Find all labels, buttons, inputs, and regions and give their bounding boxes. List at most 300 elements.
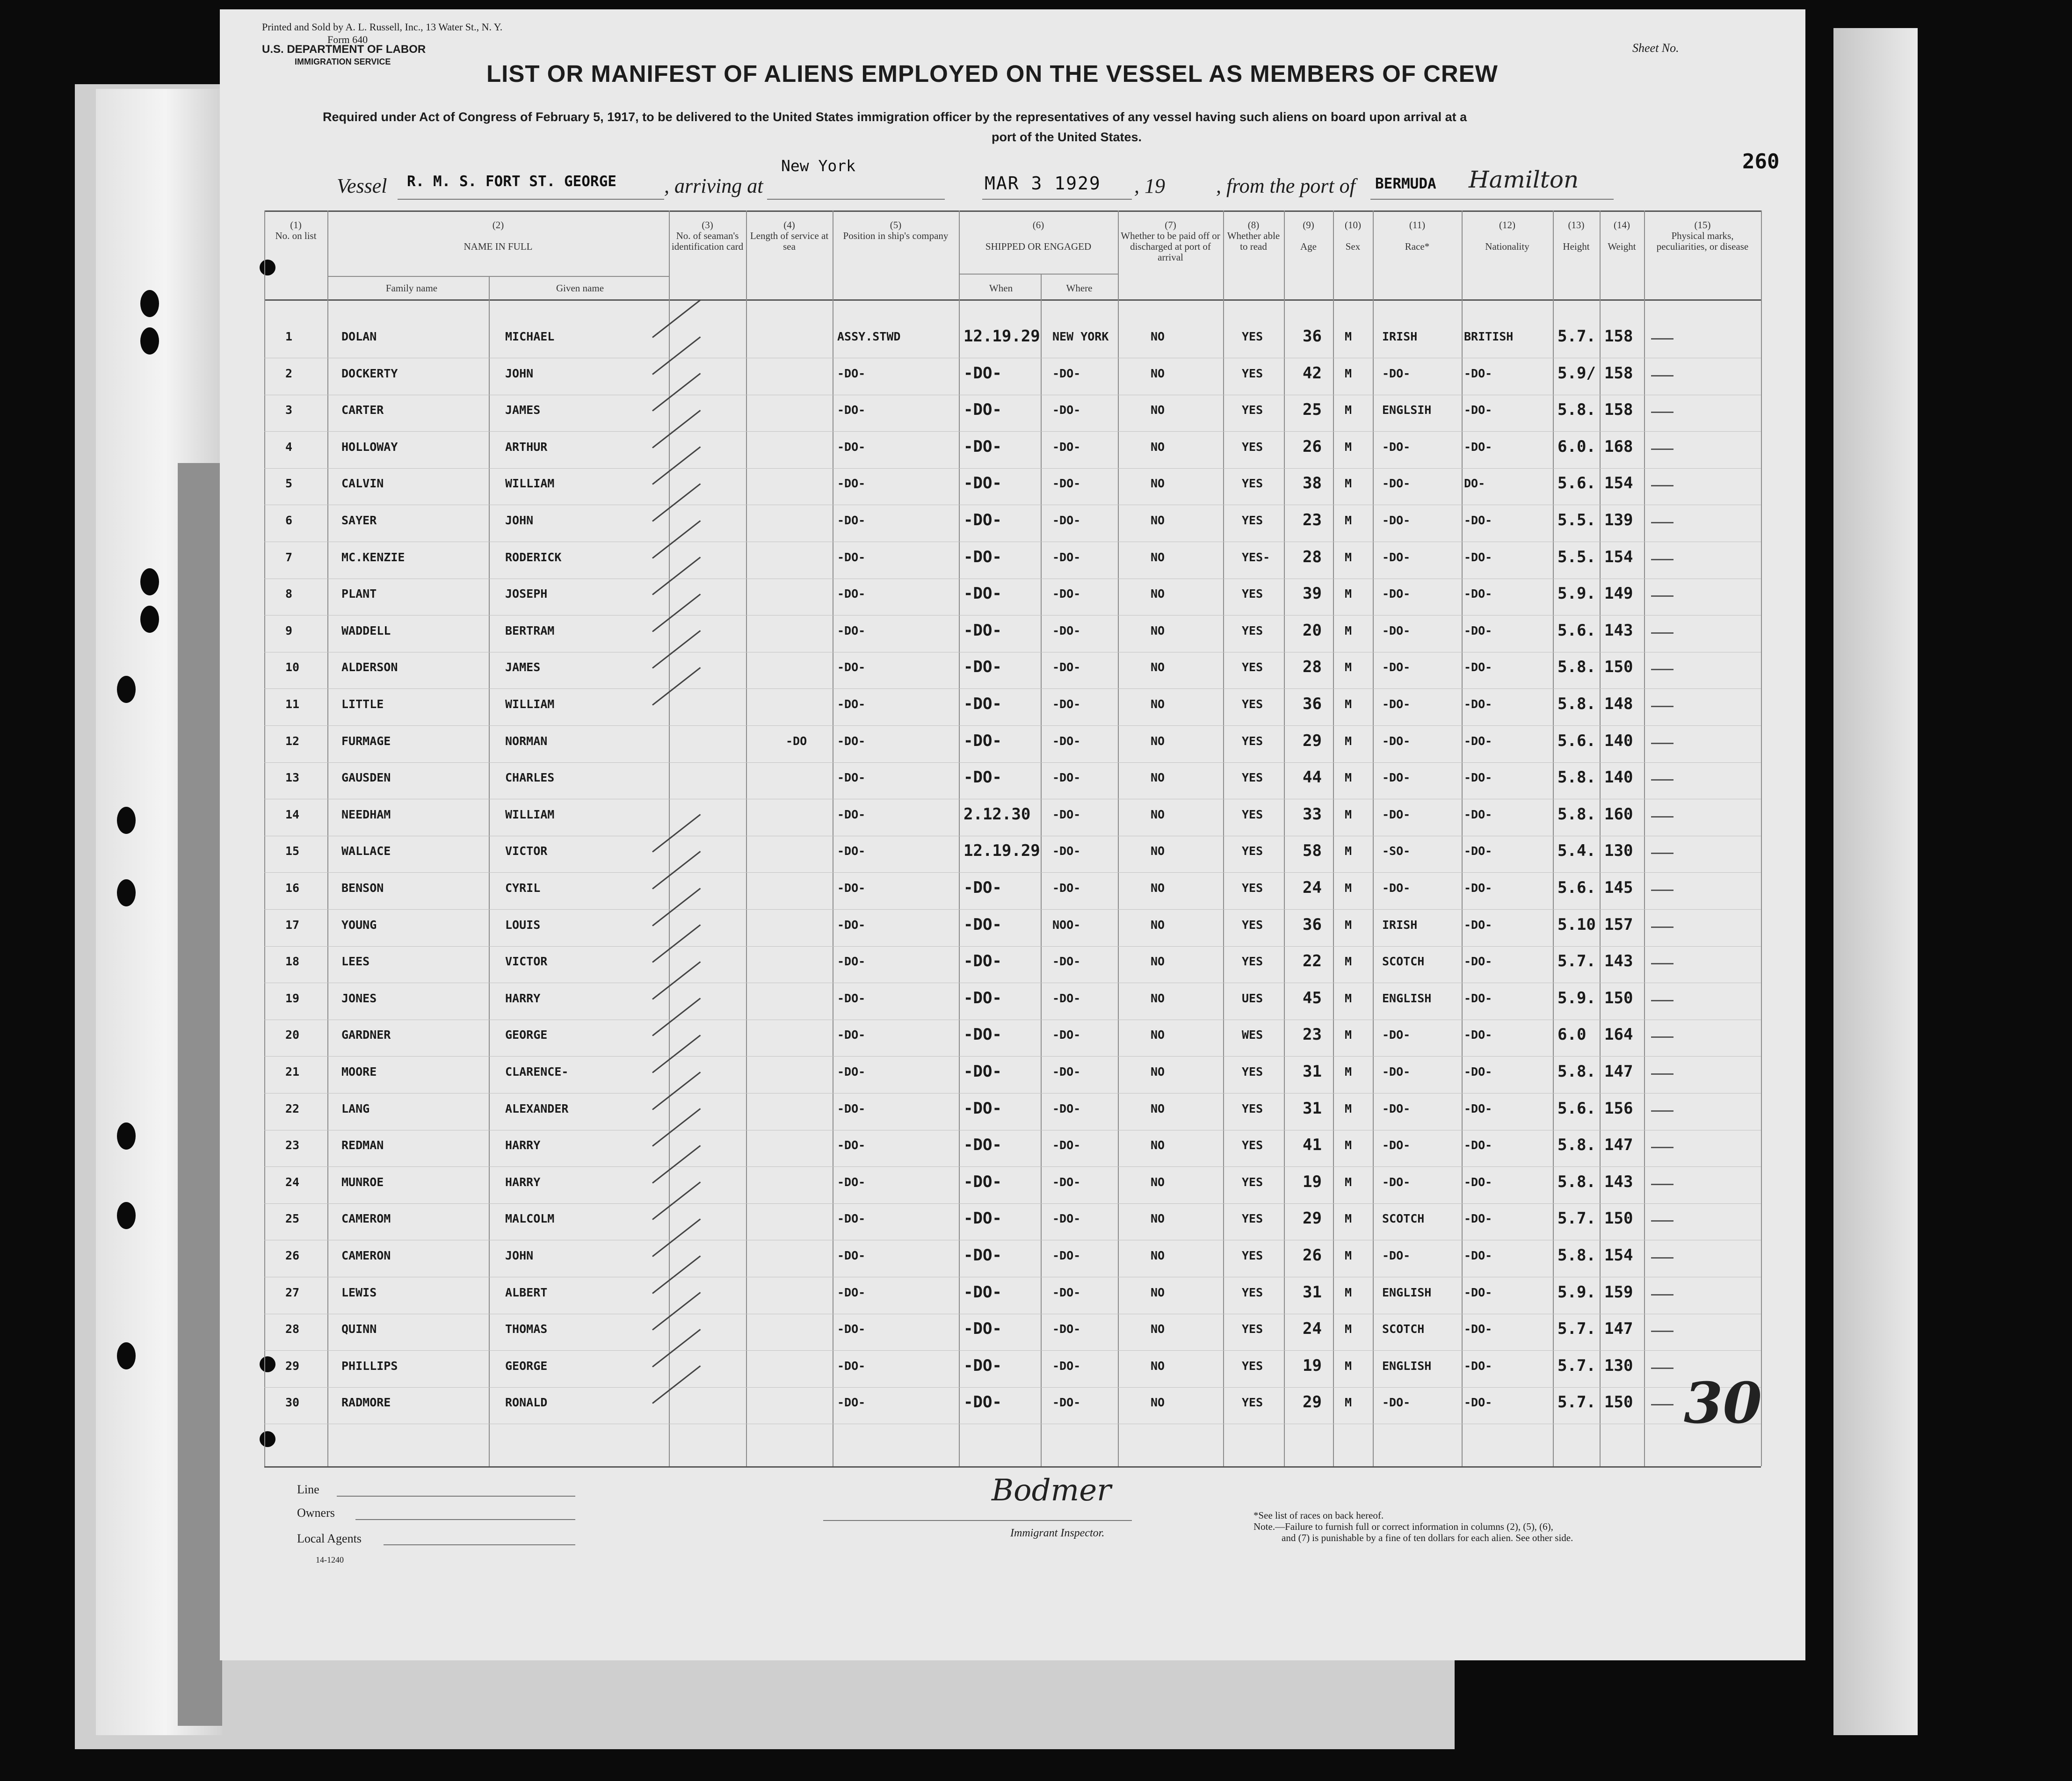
footer-form-code: 14-1240 — [316, 1555, 344, 1564]
cell-sex: M — [1345, 623, 1352, 637]
column-divider — [1373, 210, 1374, 1466]
cell-row-number: 9 — [285, 623, 293, 637]
cell-shipped-when: -DO- — [964, 1099, 1002, 1118]
cell-height: 5.7. — [1558, 1393, 1596, 1412]
cell-age: 19 — [1303, 1172, 1322, 1191]
cell-shipped-where: -DO- — [1052, 1249, 1081, 1262]
cell-row-number: 28 — [285, 1322, 300, 1336]
cell-shipped-when: -DO- — [964, 474, 1002, 493]
cell-weight: 154 — [1604, 547, 1633, 566]
cell-family-name: MUNROE — [341, 1175, 384, 1189]
physical-marks-dash — [1651, 1331, 1674, 1332]
cell-weight: 150 — [1604, 1393, 1633, 1412]
cell-height: 5.9. — [1558, 988, 1596, 1007]
cell-shipped-when: -DO- — [964, 1172, 1002, 1191]
arrival-date: MAR 3 1929 — [985, 173, 1101, 194]
cell-family-name: CALVIN — [341, 477, 384, 491]
cell-age: 36 — [1303, 915, 1322, 934]
cell-weight: 148 — [1604, 695, 1633, 713]
cell-paid-off: NO — [1151, 550, 1165, 564]
name-subheader-rule — [327, 276, 669, 277]
cell-given-name: JAMES — [505, 660, 541, 674]
cell-weight: 145 — [1604, 878, 1633, 897]
cell-paid-off: NO — [1151, 1065, 1165, 1079]
cell-paid-off: NO — [1151, 660, 1165, 674]
physical-marks-dash — [1651, 1184, 1674, 1185]
physical-marks-dash — [1651, 632, 1674, 634]
cell-race: -DO- — [1382, 366, 1411, 380]
cell-position-in-company: -DO- — [837, 881, 866, 895]
cell-given-name: THOMAS — [505, 1322, 548, 1336]
cell-able-to-read: YES — [1242, 771, 1263, 785]
cell-weight: 159 — [1604, 1282, 1633, 1302]
cell-shipped-where: -DO- — [1052, 1359, 1081, 1373]
cell-shipped-when: -DO- — [964, 878, 1002, 897]
cell-position-in-company: -DO- — [837, 1322, 866, 1336]
inspector-signature-line — [823, 1520, 1132, 1521]
cell-shipped-when: -DO- — [964, 768, 1002, 787]
table-row — [264, 1166, 1761, 1167]
cell-position-in-company: -DO- — [837, 660, 866, 674]
cell-family-name: NEEDHAM — [341, 807, 391, 821]
cell-given-name: BERTRAM — [505, 623, 555, 637]
cell-height: 5.6. — [1558, 474, 1596, 493]
cell-able-to-read: YES — [1242, 587, 1263, 601]
subheader-given-name: Given name — [556, 282, 604, 294]
cell-family-name: HOLLOWAY — [341, 440, 398, 454]
cell-race: IRISH — [1382, 330, 1418, 343]
cell-family-name: LEES — [341, 955, 370, 969]
cell-row-number: 20 — [285, 1028, 300, 1042]
cell-weight: 156 — [1604, 1099, 1633, 1118]
physical-marks-dash — [1651, 412, 1674, 413]
cell-row-number: 14 — [285, 807, 300, 821]
cell-shipped-when: -DO- — [964, 1356, 1002, 1375]
physical-marks-dash — [1651, 1000, 1674, 1001]
cell-position-in-company: -DO- — [837, 477, 866, 491]
cell-weight: 154 — [1604, 1246, 1633, 1265]
cell-weight: 143 — [1604, 621, 1633, 640]
owners-field — [355, 1519, 575, 1520]
physical-marks-dash — [1651, 779, 1674, 781]
table-row — [264, 725, 1761, 726]
cell-given-name: LOUIS — [505, 918, 541, 932]
cell-sex: M — [1345, 1028, 1352, 1042]
cell-shipped-when: -DO- — [964, 1393, 1002, 1412]
penalty-note-line1: Note.—Failure to furnish full or correct information in columns (2), (5), (6), — [1253, 1521, 1553, 1532]
cell-sex: M — [1345, 1249, 1352, 1262]
arrival-port: New York — [781, 157, 855, 175]
cell-height: 5.8. — [1558, 1136, 1596, 1155]
cell-sex: M — [1345, 844, 1352, 858]
vessel-label: Vessel — [337, 174, 387, 197]
cell-able-to-read: YES — [1242, 697, 1263, 711]
cell-nationality: -DO- — [1464, 918, 1492, 932]
cell-age: 28 — [1303, 658, 1322, 677]
cell-nationality: -DO- — [1464, 1028, 1492, 1042]
table-row — [264, 1387, 1761, 1388]
column-header-id-card: (3) No. of seaman's identification card — [671, 219, 744, 252]
cell-row-number: 12 — [285, 734, 300, 748]
cell-able-to-read: YES — [1242, 1359, 1263, 1373]
cell-age: 31 — [1303, 1062, 1322, 1081]
binding-hole — [117, 1342, 136, 1369]
cell-height: 5.7. — [1558, 952, 1596, 971]
cell-nationality: DO- — [1464, 477, 1485, 491]
cell-weight: 147 — [1604, 1319, 1633, 1339]
vessel-underline — [398, 199, 664, 200]
cell-age: 24 — [1303, 878, 1322, 897]
cell-given-name: JAMES — [505, 403, 541, 417]
cell-able-to-read: YES — [1242, 330, 1263, 343]
cell-shipped-where: -DO- — [1052, 697, 1081, 711]
cell-age: 36 — [1303, 695, 1322, 713]
cell-sex: M — [1345, 1101, 1352, 1115]
column-header-position: (5) Position in ship's company — [843, 219, 949, 241]
cell-shipped-where: -DO- — [1052, 807, 1081, 821]
table-row — [264, 872, 1761, 873]
cell-height: 5.5. — [1558, 511, 1596, 529]
cell-nationality: -DO- — [1464, 1359, 1492, 1373]
cell-given-name: NORMAN — [505, 734, 548, 748]
cell-sex: M — [1345, 477, 1352, 491]
cell-height: 5.7. — [1558, 1319, 1596, 1339]
cell-height: 5.9/ — [1558, 363, 1596, 383]
cell-given-name: WILLIAM — [505, 807, 555, 821]
cell-age: 29 — [1303, 731, 1322, 750]
physical-marks-dash — [1651, 1110, 1674, 1112]
line-field — [337, 1496, 575, 1497]
cell-age: 20 — [1303, 621, 1322, 640]
cell-position-in-company: -DO- — [837, 955, 866, 969]
cell-able-to-read: YES — [1242, 881, 1263, 895]
cell-shipped-where: NEW YORK — [1052, 330, 1109, 343]
year-label: , 19 — [1134, 174, 1165, 197]
cell-shipped-where: -DO- — [1052, 514, 1081, 527]
cell-row-number: 8 — [285, 587, 293, 601]
cell-paid-off: NO — [1151, 403, 1165, 417]
cell-nationality: -DO- — [1464, 1138, 1492, 1152]
cell-row-number: 2 — [285, 366, 293, 380]
cell-race: -DO- — [1382, 550, 1411, 564]
physical-marks-dash — [1651, 559, 1674, 560]
cell-able-to-read: YES — [1242, 623, 1263, 637]
column-divider — [1284, 210, 1285, 1466]
cell-family-name: PHILLIPS — [341, 1359, 398, 1373]
cell-shipped-when: -DO- — [964, 363, 1002, 383]
printer-credit: Printed and Sold by A. L. Russell, Inc., 13 Water St., N. Y. — [262, 21, 503, 33]
cell-shipped-when: 12.19.29 — [964, 841, 1040, 861]
cell-able-to-read: YES — [1242, 477, 1263, 491]
cell-height: 5.8. — [1558, 768, 1596, 787]
cell-shipped-when: -DO- — [964, 695, 1002, 713]
cell-age: 24 — [1303, 1319, 1322, 1339]
cell-paid-off: NO — [1151, 1249, 1165, 1262]
cell-position-in-company: -DO- — [837, 807, 866, 821]
physical-marks-dash — [1651, 1220, 1674, 1222]
date-underline — [982, 199, 1132, 200]
cell-sex: M — [1345, 550, 1352, 564]
binding-hole — [117, 1202, 136, 1229]
cell-height: 5.8. — [1558, 1172, 1596, 1191]
cell-sex: M — [1345, 807, 1352, 821]
right-edge-strip — [1833, 28, 1918, 1735]
cell-position-in-company: -DO- — [837, 587, 866, 601]
binding-hole — [117, 807, 136, 834]
page-number: 260 — [1742, 150, 1780, 174]
cell-sex: M — [1345, 587, 1352, 601]
cell-nationality: -DO- — [1464, 550, 1492, 564]
cell-position-in-company: -DO- — [837, 771, 866, 785]
cell-weight: 147 — [1604, 1136, 1633, 1155]
cell-paid-off: NO — [1151, 771, 1165, 785]
page-title: LIST OR MANIFEST OF ALIENS EMPLOYED ON THE VESSEL AS MEMBERS OF CREW — [486, 60, 1498, 87]
cell-shipped-when: -DO- — [964, 511, 1002, 529]
table-row — [264, 1350, 1761, 1351]
cell-nationality: -DO- — [1464, 844, 1492, 858]
cell-paid-off: NO — [1151, 587, 1165, 601]
cell-shipped-where: -DO- — [1052, 477, 1081, 491]
cell-weight: 130 — [1604, 841, 1633, 861]
department-name: U.S. DEPARTMENT OF LABOR — [262, 43, 426, 56]
cell-row-number: 3 — [285, 403, 293, 417]
cell-race: SCOTCH — [1382, 955, 1425, 969]
cell-position-in-company: -DO- — [837, 734, 866, 748]
cell-family-name: REDMAN — [341, 1138, 384, 1152]
cell-given-name: WILLIAM — [505, 697, 555, 711]
sheet-number-label: Sheet No. — [1632, 41, 1679, 55]
cell-row-number: 18 — [285, 955, 300, 969]
cell-able-to-read: YES — [1242, 440, 1263, 454]
cell-shipped-where: -DO- — [1052, 1212, 1081, 1226]
physical-marks-dash — [1651, 1294, 1674, 1296]
cell-family-name: LANG — [341, 1101, 370, 1115]
cell-shipped-where: -DO- — [1052, 1285, 1081, 1299]
cell-shipped-when: -DO- — [964, 1062, 1002, 1081]
cell-paid-off: NO — [1151, 955, 1165, 969]
cell-sex: M — [1345, 514, 1352, 527]
cell-given-name: MALCOLM — [505, 1212, 555, 1226]
table-row — [264, 688, 1761, 689]
cell-race: -DO- — [1382, 1138, 1411, 1152]
cell-height: 5.7. — [1558, 1209, 1596, 1228]
cell-shipped-when: -DO- — [964, 1209, 1002, 1228]
cell-weight: 139 — [1604, 511, 1633, 529]
cell-family-name: WALLACE — [341, 844, 391, 858]
cell-row-number: 24 — [285, 1175, 300, 1189]
cell-race: ENGLSIH — [1382, 403, 1432, 417]
cell-age: 23 — [1303, 511, 1322, 529]
column-divider — [1600, 210, 1601, 1466]
cell-weight: 154 — [1604, 474, 1633, 493]
cell-nationality: -DO- — [1464, 955, 1492, 969]
cell-age: 36 — [1303, 327, 1322, 346]
cell-able-to-read: WES — [1242, 1028, 1263, 1042]
physical-marks-dash — [1651, 375, 1674, 376]
cell-shipped-where: -DO- — [1052, 1396, 1081, 1410]
cell-paid-off: NO — [1151, 991, 1165, 1005]
cell-sex: M — [1345, 403, 1352, 417]
cell-weight: 143 — [1604, 952, 1633, 971]
cell-weight: 158 — [1604, 400, 1633, 420]
cell-row-number: 10 — [285, 660, 300, 674]
cell-given-name: ARTHUR — [505, 440, 548, 454]
departure-port-handwritten: Hamilton — [1469, 166, 1579, 193]
arriving-label: , arriving at — [664, 174, 763, 197]
cell-race: -DO- — [1382, 771, 1411, 785]
cell-nationality: -DO- — [1464, 366, 1492, 380]
cell-position-in-company: -DO- — [837, 403, 866, 417]
cell-shipped-when: -DO- — [964, 915, 1002, 934]
cell-race: IRISH — [1382, 918, 1418, 932]
cell-height: 5.9. — [1558, 584, 1596, 603]
shipped-subheader-rule — [959, 274, 1118, 275]
cell-shipped-when: -DO- — [964, 1246, 1002, 1265]
cell-able-to-read: YES — [1242, 1175, 1263, 1189]
cell-position-in-company: -DO- — [837, 1396, 866, 1410]
physical-marks-dash — [1651, 1147, 1674, 1148]
cell-row-number: 11 — [285, 697, 300, 711]
subheader-when: When — [989, 282, 1013, 294]
cell-weight: 150 — [1604, 988, 1633, 1007]
cell-race: -DO- — [1382, 1175, 1411, 1189]
cell-nationality: -DO- — [1464, 587, 1492, 601]
column-header-no: (1) No. on list — [275, 219, 317, 241]
physical-marks-dash — [1651, 816, 1674, 818]
cell-height: 5.10 — [1558, 915, 1596, 934]
cell-sex: M — [1345, 1065, 1352, 1079]
cell-able-to-read: YES — [1242, 514, 1263, 527]
cell-able-to-read: YES — [1242, 1249, 1263, 1262]
cell-height: 5.4. — [1558, 841, 1596, 861]
column-divider — [959, 210, 960, 1466]
cell-paid-off: NO — [1151, 623, 1165, 637]
cell-row-number: 1 — [285, 330, 293, 343]
cell-age: 39 — [1303, 584, 1322, 603]
cell-age: 19 — [1303, 1356, 1322, 1375]
cell-shipped-where: NOO- — [1052, 918, 1081, 932]
column-divider — [489, 276, 490, 1466]
table-row — [264, 946, 1761, 947]
local-agents-field — [384, 1544, 575, 1545]
cell-position-in-company: -DO- — [837, 1359, 866, 1373]
cell-nationality: -DO- — [1464, 660, 1492, 674]
cell-able-to-read: YES — [1242, 1212, 1263, 1226]
cell-able-to-read: YES — [1242, 403, 1263, 417]
cell-weight: 164 — [1604, 1025, 1633, 1044]
cell-nationality: -DO- — [1464, 991, 1492, 1005]
binding-hole — [140, 568, 159, 595]
cell-sex: M — [1345, 1322, 1352, 1336]
physical-marks-dash — [1651, 595, 1674, 597]
cell-shipped-where: -DO- — [1052, 844, 1081, 858]
cell-race: -DO- — [1382, 623, 1411, 637]
cell-height: 5.8. — [1558, 400, 1596, 420]
cell-position-in-company: ASSY.STWD — [837, 330, 901, 343]
column-header-nationality: (12) Nationality — [1485, 219, 1529, 252]
table-row — [264, 1056, 1761, 1057]
cell-race: -SO- — [1382, 844, 1411, 858]
cell-age: 23 — [1303, 1025, 1322, 1044]
cell-race: ENGLISH — [1382, 1285, 1432, 1299]
cell-sex: M — [1345, 771, 1352, 785]
cell-able-to-read: YES — [1242, 844, 1263, 858]
cell-family-name: WADDELL — [341, 623, 391, 637]
departure-port: BERMUDA — [1375, 175, 1436, 192]
cell-shipped-where: -DO- — [1052, 1322, 1081, 1336]
cell-shipped-when: -DO- — [964, 1025, 1002, 1044]
cell-shipped-where: -DO- — [1052, 881, 1081, 895]
cell-given-name: WILLIAM — [505, 477, 555, 491]
cell-race: -DO- — [1382, 807, 1411, 821]
cell-given-name: VICTOR — [505, 955, 548, 969]
cell-family-name: DOLAN — [341, 330, 377, 343]
cell-shipped-when: -DO- — [964, 952, 1002, 971]
physical-marks-dash — [1651, 485, 1674, 486]
cell-paid-off: NO — [1151, 514, 1165, 527]
penalty-note-line2: and (7) is punishable by a fine of ten dollars for each alien. See other side. — [1282, 1532, 1573, 1543]
owners-label: Owners — [297, 1506, 335, 1520]
physical-marks-dash — [1651, 338, 1674, 340]
cell-able-to-read: UES — [1242, 991, 1263, 1005]
cell-position-in-company: -DO- — [837, 991, 866, 1005]
vessel-name: R. M. S. FORT ST. GEORGE — [407, 173, 616, 190]
physical-marks-dash — [1651, 1404, 1674, 1405]
column-header-service: (4) Length of service at sea — [750, 219, 829, 252]
cell-paid-off: NO — [1151, 1212, 1165, 1226]
cell-row-number: 5 — [285, 477, 293, 491]
cell-family-name: LITTLE — [341, 697, 384, 711]
cell-height: 5.6. — [1558, 731, 1596, 750]
cell-nationality: -DO- — [1464, 697, 1492, 711]
cell-age: 58 — [1303, 841, 1322, 861]
cell-position-in-company: -DO- — [837, 1175, 866, 1189]
cell-race: SCOTCH — [1382, 1212, 1425, 1226]
binding-hole — [140, 606, 159, 633]
from-port-label: , from the port of — [1216, 174, 1355, 197]
cell-weight: 150 — [1604, 658, 1633, 677]
cell-able-to-read: YES — [1242, 918, 1263, 932]
cell-able-to-read: YES- — [1242, 550, 1270, 564]
cell-row-number: 7 — [285, 550, 293, 564]
cell-age: 38 — [1303, 474, 1322, 493]
cell-sex: M — [1345, 1212, 1352, 1226]
cell-weight: 147 — [1604, 1062, 1633, 1081]
cell-nationality: -DO- — [1464, 881, 1492, 895]
table-top-rule — [264, 210, 1761, 212]
subtitle-line2: port of the United States. — [992, 130, 1142, 144]
cell-paid-off: NO — [1151, 366, 1165, 380]
cell-shipped-where: -DO- — [1052, 1065, 1081, 1079]
cell-race: -DO- — [1382, 734, 1411, 748]
cell-given-name: JOSEPH — [505, 587, 548, 601]
cell-row-number: 16 — [285, 881, 300, 895]
cell-position-in-company: -DO- — [837, 1212, 866, 1226]
table-row — [264, 762, 1761, 763]
cell-position-in-company: -DO- — [837, 918, 866, 932]
binding-hole — [260, 260, 275, 275]
cell-shipped-where: -DO- — [1052, 660, 1081, 674]
cell-given-name: CHARLES — [505, 771, 555, 785]
cell-height: 5.8. — [1558, 658, 1596, 677]
column-divider — [1223, 210, 1224, 1466]
cell-height: 5.8. — [1558, 804, 1596, 824]
cell-race: -DO- — [1382, 1396, 1411, 1410]
cell-row-number: 25 — [285, 1212, 300, 1226]
physical-marks-dash — [1651, 522, 1674, 523]
cell-position-in-company: -DO- — [837, 1065, 866, 1079]
cell-shipped-where: -DO- — [1052, 1138, 1081, 1152]
